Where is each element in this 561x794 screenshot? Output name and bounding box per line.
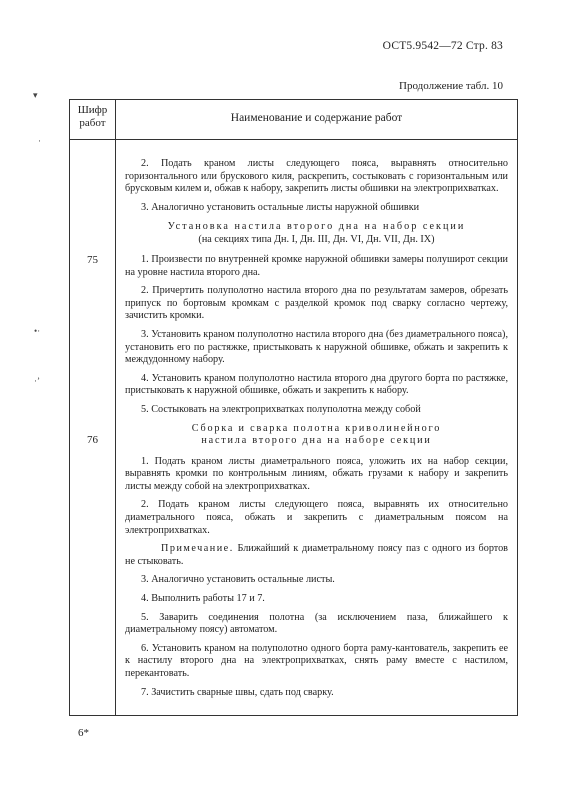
margin-mark: •· — [34, 326, 41, 336]
page-mark: 6* — [78, 727, 89, 739]
paragraph: 3. Установить краном полуполотно настила второго дна (без диаметрального пояса), установить его по растяжке, пристыковать к наружной обшивке, обжать и закрепить к междудонному набору. — [125, 328, 508, 366]
note-paragraph — [125, 543, 508, 568]
table-body-text — [125, 158, 508, 705]
section-heading: Сборка и сварка полотна криволинейного — [191, 422, 442, 434]
header-name-column: Наименование и содержание работ — [230, 112, 403, 124]
section-heading: Установка настила второго дна на набор секции — [167, 221, 466, 233]
note-text: Ближайший к диаметральному поясу паз с одного из бортов не стыковать. — [125, 543, 508, 567]
header-code-column — [70, 104, 115, 130]
table-header — [70, 100, 517, 140]
section-subheading: (на секциях типа Дн. I, Дн. III, Дн. VI, Дн. VII, Дн. IX) — [198, 234, 435, 246]
margin-mark: · — [38, 136, 41, 146]
paragraph: 5. Заварить соединения полотна (за исключением паза, ближайшего к диаметральному поясу) автоматом. — [125, 611, 508, 636]
paragraph: 2. Подать краном листы следующего пояса, выравнять относительно горизонтального или брускового киля, раскрепить, состыковать с горизонтальным или брусковым килем и, обжав к набору, закрепить листы обшивки на электроприхватках. — [125, 158, 508, 195]
table-continuation-label: Продолжение табл. 10 — [399, 80, 503, 92]
note-label: Примечание. — [161, 543, 234, 555]
row-code-75: 75 — [87, 254, 98, 266]
header-code-line2: работ — [79, 117, 106, 129]
works-table — [69, 99, 518, 716]
paragraph: 2. Причертить полуполотно настила второго дна по результатам замеров, обрезать припуск по бортовым кромкам с разделкой кромок под сварку согласно чертежу, зачистить кромки. — [125, 285, 508, 322]
margin-mark: ·ʼ — [34, 376, 40, 386]
paragraph: 2. Подать краном листы следующего пояса, выравнять их относительно диаметрального пояса, обжать и закрепить с диаметральным поясом на электроприхватках. — [125, 499, 508, 536]
paragraph: 7. Зачистить сварные швы, сдать под сварку. — [141, 686, 334, 698]
paragraph: 3. Аналогично установить остальные листы наружной обшивки — [141, 201, 420, 213]
paragraph: 5. Состыковать на электроприхватках полуполотна между собой — [141, 403, 421, 415]
document-header: ОСТ5.9542—72 Стр. 83 — [382, 40, 503, 52]
paragraph: 3. Аналогично установить остальные листы. — [141, 574, 335, 586]
row-code-76: 76 — [87, 434, 98, 446]
header-code-line1: Шифр — [77, 104, 108, 116]
paragraph: 4. Выполнить работы 17 и 7. — [141, 593, 265, 605]
paragraph: 6. Установить краном на полуполотно одного борта раму-кантователь, закрепить ее к настилу второго дна на электроприхватках, снять раму вместе с настилом, перекантовать. — [125, 642, 508, 679]
paragraph: 4. Установить краном полуполотно настила второго дна другого борта по растяжке, пристыковать к наружной обшивке, обжать и закрепить к набору. — [125, 372, 508, 397]
section-heading: настила второго дна на наборе секции — [201, 435, 432, 447]
paragraph: 1. Подать краном листы диаметрального пояса, уложить их на набор секции, выравнять кромки по контрольным линиям, обжать грузами к набору и закрепить листы между собой на электроприхватках. — [125, 455, 508, 492]
paragraph: 1. Произвести по внутренней кромке наружной обшивки замеры полуширот секции на уровне настила второго дна. — [125, 253, 508, 278]
margin-mark: ▾ — [33, 90, 38, 100]
column-divider — [115, 100, 116, 715]
